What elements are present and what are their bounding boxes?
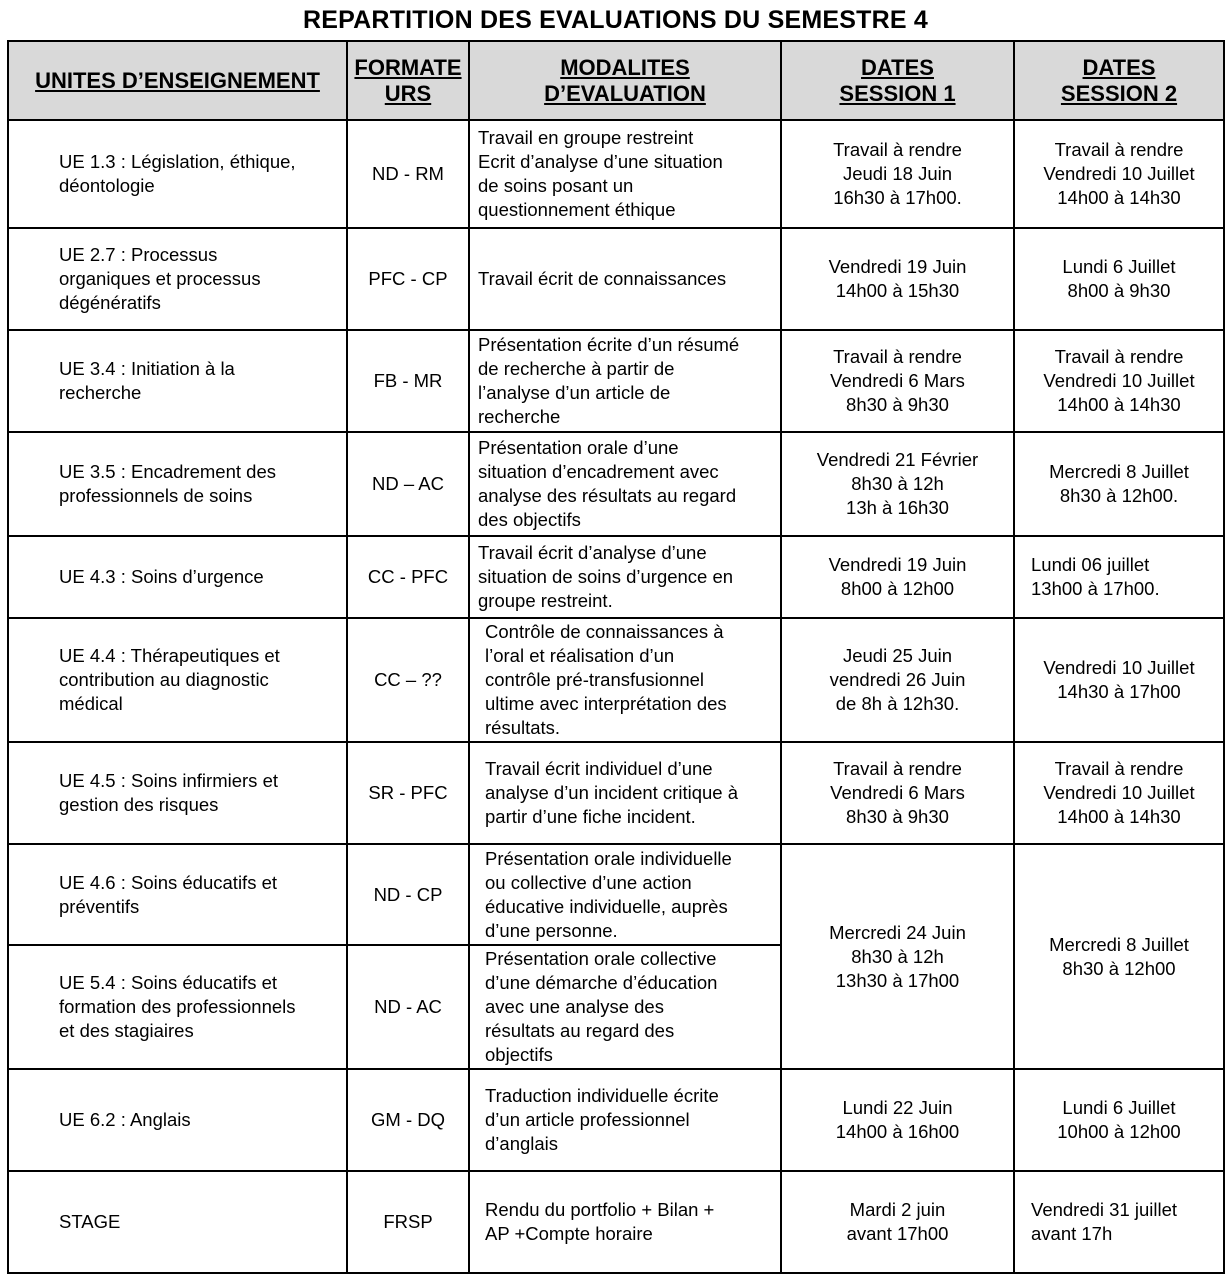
session1-cell: Travail à rendre Jeudi 18 Juin 16h30 à 17h00. xyxy=(781,120,1014,228)
table-row xyxy=(8,120,1224,228)
table-row xyxy=(8,432,1224,536)
table-row xyxy=(8,536,1224,618)
ue-cell: UE 4.5 : Soins infirmiers et gestion des risques xyxy=(8,742,347,844)
table-row xyxy=(8,330,1224,432)
header-ue: UNITES D’ENSEIGNEMENT xyxy=(8,41,347,120)
page-title: REPARTITION DES EVALUATIONS DU SEMESTRE 4 xyxy=(303,6,928,34)
modalites-cell: Rendu du portfolio + Bilan + AP +Compte horaire xyxy=(469,1171,781,1273)
formateurs-cell: ND - CP xyxy=(347,844,469,945)
session1-cell: Travail à rendre Vendredi 6 Mars 8h30 à 9h30 xyxy=(781,742,1014,844)
session2-cell: Vendredi 10 Juillet 14h30 à 17h00 xyxy=(1014,618,1224,742)
session1-cell: Vendredi 21 Février 8h30 à 12h 13h à 16h30 xyxy=(781,432,1014,536)
session2-cell: Travail à rendre Vendredi 10 Juillet 14h00 à 14h30 xyxy=(1014,742,1224,844)
ue-cell: UE 3.5 : Encadrement des professionnels de soins xyxy=(8,432,347,536)
table-row xyxy=(8,742,1224,844)
formateurs-cell: FRSP xyxy=(347,1171,469,1273)
formateurs-cell: GM - DQ xyxy=(347,1069,469,1171)
session2-cell: Lundi 6 Juillet 10h00 à 12h00 xyxy=(1014,1069,1224,1171)
modalites-cell: Présentation écrite d’un résumé de recherche à partir de l’analyse d’un article de recherche xyxy=(469,330,781,432)
table-row xyxy=(8,1171,1224,1273)
formateurs-cell: CC - PFC xyxy=(347,536,469,618)
ue-cell: UE 4.6 : Soins éducatifs et préventifs xyxy=(8,844,347,945)
formateurs-cell: ND - AC xyxy=(347,945,469,1069)
session1-cell: Vendredi 19 Juin 14h00 à 15h30 xyxy=(781,228,1014,330)
modalites-cell: Travail écrit individuel d’une analyse d’un incident critique à partir d’une fiche incident. xyxy=(469,742,781,844)
session2-cell: Travail à rendre Vendredi 10 Juillet 14h00 à 14h30 xyxy=(1014,330,1224,432)
header-modalites: MODALITES D’EVALUATION xyxy=(469,41,781,120)
session2-cell: Lundi 06 juillet 13h00 à 17h00. xyxy=(1014,536,1224,618)
ue-cell: UE 3.4 : Initiation à la recherche xyxy=(8,330,347,432)
ue-cell: UE 4.4 : Thérapeutiques et contribution au diagnostic médical xyxy=(8,618,347,742)
formateurs-cell: CC – ?? xyxy=(347,618,469,742)
modalites-cell: Contrôle de connaissances à l’oral et réalisation d’un contrôle pré-transfusionnel ultime avec interprétation des résultats. xyxy=(469,618,781,742)
ue-cell: UE 5.4 : Soins éducatifs et formation des professionnels et des stagiaires xyxy=(8,945,347,1069)
header-formateurs: FORMATE URS xyxy=(347,41,469,120)
modalites-cell: Travail écrit de connaissances xyxy=(469,228,781,330)
formateurs-cell: PFC - CP xyxy=(347,228,469,330)
formateurs-cell: ND – AC xyxy=(347,432,469,536)
table-row xyxy=(8,844,1224,945)
table-row xyxy=(8,228,1224,330)
ue-cell: STAGE xyxy=(8,1171,347,1273)
session2-cell: Vendredi 31 juillet avant 17h xyxy=(1014,1171,1224,1273)
session1-cell: Vendredi 19 Juin 8h00 à 12h00 xyxy=(781,536,1014,618)
session1-cell: Travail à rendre Vendredi 6 Mars 8h30 à 9h30 xyxy=(781,330,1014,432)
formateurs-cell: SR - PFC xyxy=(347,742,469,844)
session2-cell: Mercredi 8 Juillet 8h30 à 12h00. xyxy=(1014,432,1224,536)
modalites-cell: Présentation orale individuelle ou collective d’une action éducative individuelle, auprès d’une personne. xyxy=(469,844,781,945)
ue-cell: UE 2.7 : Processus organiques et processus dégénératifs xyxy=(8,228,347,330)
ue-cell: UE 1.3 : Législation, éthique, déontologie xyxy=(8,120,347,228)
modalites-cell: Présentation orale d’une situation d’encadrement avec analyse des résultats au regard des objectifs xyxy=(469,432,781,536)
session1-cell: Mardi 2 juin avant 17h00 xyxy=(781,1171,1014,1273)
table-row xyxy=(8,618,1224,742)
session2-cell: Travail à rendre Vendredi 10 Juillet 14h00 à 14h30 xyxy=(1014,120,1224,228)
session1-cell: Jeudi 25 Juin vendredi 26 Juin de 8h à 12h30. xyxy=(781,618,1014,742)
modalites-cell: Présentation orale collective d’une démarche d’éducation avec une analyse des résultats au regard des objectifs xyxy=(469,945,781,1069)
session1-merged-cell: Mercredi 24 Juin 8h30 à 12h 13h30 à 17h00 xyxy=(781,844,1014,1069)
modalites-cell: Travail écrit d’analyse d’une situation de soins d’urgence en groupe restreint. xyxy=(469,536,781,618)
session1-cell: Lundi 22 Juin 14h00 à 16h00 xyxy=(781,1069,1014,1171)
ue-cell: UE 6.2 : Anglais xyxy=(8,1069,347,1171)
header-row xyxy=(8,41,1224,120)
ue-cell: UE 4.3 : Soins d’urgence xyxy=(8,536,347,618)
evaluation-table xyxy=(7,40,1225,1274)
formateurs-cell: FB - MR xyxy=(347,330,469,432)
session2-cell: Lundi 6 Juillet 8h00 à 9h30 xyxy=(1014,228,1224,330)
modalites-cell: Travail en groupe restreint Ecrit d’analyse d’une situation de soins posant un questionnement éthique xyxy=(469,120,781,228)
table-row xyxy=(8,1069,1224,1171)
formateurs-cell: ND - RM xyxy=(347,120,469,228)
header-session1: DATES SESSION 1 xyxy=(781,41,1014,120)
session2-merged-cell: Mercredi 8 Juillet 8h30 à 12h00 xyxy=(1014,844,1224,1069)
header-session2: DATES SESSION 2 xyxy=(1014,41,1224,120)
modalites-cell: Traduction individuelle écrite d’un article professionnel d’anglais xyxy=(469,1069,781,1171)
